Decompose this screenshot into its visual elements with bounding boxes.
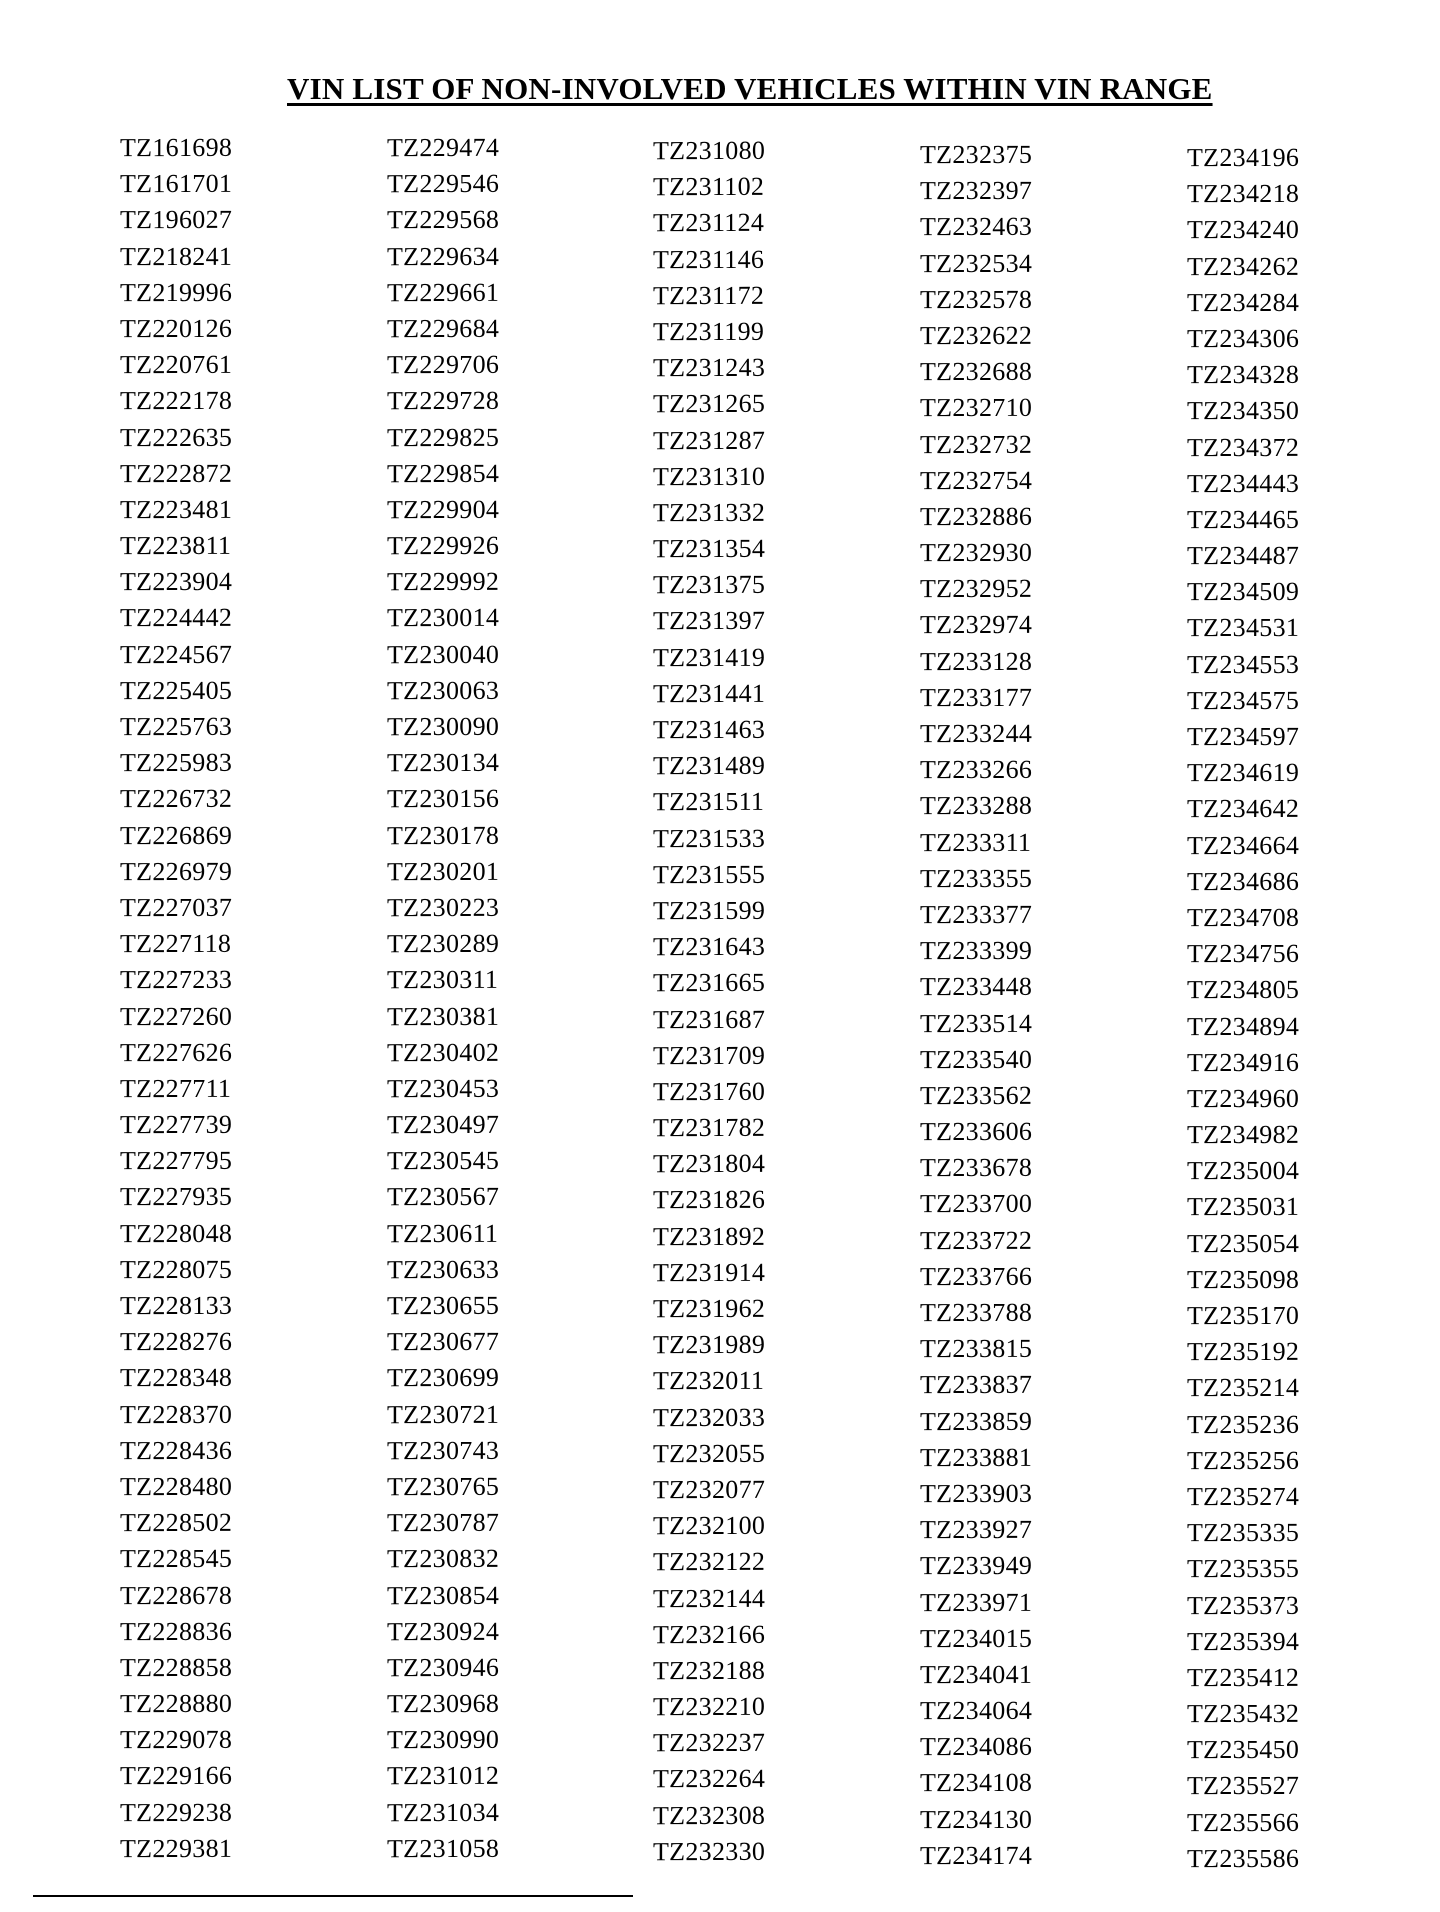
vin-entry: TZ234916 [1187,1047,1300,1077]
vin-entry: TZ231782 [653,1112,766,1143]
vin-entry: TZ232011 [653,1366,765,1396]
vin-entry: TZ228370 [120,1399,233,1429]
vin-entry: TZ234509 [1187,577,1300,607]
vin-entry: TZ234642 [1187,794,1300,824]
vin-entry: TZ228348 [120,1363,233,1393]
vin-entry: TZ231310 [653,461,766,491]
vin-entry: TZ232055 [653,1438,766,1468]
vin-entry: TZ234756 [1187,939,1300,969]
vin-entry: TZ235054 [1187,1228,1300,1258]
vin-entry: TZ232534 [920,248,1033,278]
vin-entry: TZ232930 [920,537,1033,568]
vin-entry: TZ229661 [387,277,500,307]
vin-entry: TZ234218 [1187,179,1300,209]
vin-entry: TZ231463 [653,714,766,745]
vin-entry: TZ231599 [653,895,766,926]
vin-entry: TZ231375 [653,570,766,600]
vin-entry: TZ232166 [653,1619,766,1649]
vin-entry: TZ232578 [920,284,1033,314]
vin-entry: TZ232122 [653,1547,766,1577]
vin-entry: TZ232710 [920,393,1033,423]
vin-entry: TZ233837 [920,1370,1033,1400]
vin-entry: TZ226732 [120,784,233,814]
vin-entry: TZ231058 [387,1833,500,1864]
vin-entry: TZ234686 [1187,866,1300,896]
vin-entry: TZ228436 [120,1435,233,1465]
vin-entry: TZ234982 [1187,1119,1300,1150]
vin-entry: TZ229078 [120,1725,233,1755]
vin-entry: TZ222872 [120,458,233,488]
vin-entry: TZ233128 [920,646,1033,676]
vin-entry: TZ227037 [120,892,233,923]
vin-entry: TZ229381 [120,1833,233,1863]
vin-column-5 [1187,140,1299,1877]
vin-entry: TZ230156 [387,784,500,814]
vin-entry: TZ234894 [1187,1011,1300,1041]
vin-entry: TZ231332 [653,497,766,528]
vin-entry: TZ235031 [1187,1192,1300,1222]
vin-entry: TZ232463 [920,212,1033,242]
vin-entry: TZ232330 [653,1836,766,1867]
vin-entry: TZ230721 [387,1399,500,1429]
vin-entry: TZ231826 [653,1185,766,1215]
vin-entry: TZ228836 [120,1616,233,1646]
vin-entry: TZ223481 [120,494,233,525]
vin-entry: TZ233288 [920,791,1033,821]
vin-entry: TZ229238 [120,1797,233,1827]
vin-entry: TZ196027 [120,205,233,235]
vin-entry: TZ231804 [653,1149,766,1179]
vin-entry: TZ234372 [1187,432,1300,462]
vin-entry: TZ230968 [387,1688,500,1719]
vin-entry: TZ231287 [653,425,766,455]
vin-entry: TZ233311 [920,827,1032,857]
vin-entry: TZ229728 [387,386,500,416]
vin-entry: TZ234041 [920,1659,1033,1690]
vin-entry: TZ234531 [1187,613,1300,643]
vin-entry: TZ232308 [653,1800,766,1830]
vin-entry: TZ233399 [920,935,1033,966]
vin-entry: TZ230402 [387,1037,500,1067]
vin-entry: TZ229904 [387,494,500,525]
vin-entry: TZ235394 [1187,1626,1300,1656]
vin-entry: TZ230787 [387,1507,500,1538]
vin-entry: TZ232237 [653,1728,766,1758]
vin-entry: TZ234960 [1187,1083,1300,1113]
vin-entry: TZ232077 [653,1474,766,1505]
vin-entry: TZ228502 [120,1507,233,1538]
vin-entry: TZ230946 [387,1652,500,1683]
vin-entry: TZ231146 [653,244,765,274]
vin-entry: TZ232033 [653,1402,766,1432]
vin-entry: TZ231102 [653,171,765,202]
vin-entry: TZ230611 [387,1218,499,1248]
vin-entry: TZ230924 [387,1616,500,1646]
vin-entry: TZ235432 [1187,1698,1300,1729]
vin-entry: TZ230090 [387,711,500,742]
vin-entry: TZ233678 [920,1153,1033,1183]
vin-entry: TZ234805 [1187,975,1300,1005]
vin-entry: TZ232188 [653,1655,766,1686]
vin-entry: TZ234086 [920,1732,1033,1762]
vin-entry: TZ235192 [1187,1337,1300,1367]
vin-entry: TZ235236 [1187,1409,1300,1439]
vin-entry: TZ234575 [1187,685,1300,715]
vin-entry: TZ227626 [120,1037,233,1067]
vin-entry: TZ230381 [387,1001,500,1031]
vin-entry: TZ231441 [653,678,766,709]
vin-entry: TZ220761 [120,349,233,380]
vin-entry: TZ226979 [120,856,233,886]
vin-entry: TZ228678 [120,1580,233,1610]
vin-entry: TZ234306 [1187,323,1300,354]
vin-entry: TZ231962 [653,1293,766,1324]
vin-entry: TZ232974 [920,610,1033,640]
vin-entry: TZ233815 [920,1334,1033,1364]
vin-column-2 [387,130,499,1867]
vin-entry: TZ227795 [120,1146,233,1176]
vin-entry: TZ231419 [653,642,766,672]
vin-entry: TZ218241 [120,241,233,271]
vin-entry: TZ231914 [653,1257,766,1288]
vin-entry: TZ231665 [653,968,766,998]
vin-entry: TZ231243 [653,352,766,383]
vin-entry: TZ225763 [120,711,233,742]
vin-entry: TZ231199 [653,316,765,347]
vin-entry: TZ230655 [387,1290,500,1321]
vin-entry: TZ229568 [387,205,500,235]
vin-entry: TZ234240 [1187,215,1300,245]
vin-entry: TZ231687 [653,1004,766,1034]
vin-entry: TZ231555 [653,859,766,889]
vin-entry: TZ230223 [387,892,500,923]
vin-entry: TZ229546 [387,168,500,199]
vin-entry: TZ233606 [920,1116,1033,1147]
vin-entry: TZ234619 [1187,758,1300,788]
vin-entry: TZ234487 [1187,540,1300,571]
vin-entry: TZ230497 [387,1109,500,1140]
vin-entry: TZ235170 [1187,1300,1300,1331]
vin-entry: TZ230854 [387,1580,500,1610]
vin-entry: TZ230311 [387,965,499,995]
vin-entry: TZ231124 [653,208,765,238]
vin-entry: TZ234015 [920,1623,1033,1653]
page-title: VIN LIST OF NON-INVOLVED VEHICLES WITHIN VIN RANGE [287,70,1213,106]
vin-entry: TZ229926 [387,530,500,561]
vin-entry: TZ228545 [120,1544,233,1574]
vin-entry: TZ230040 [387,639,500,669]
vin-entry: TZ233514 [920,1008,1033,1038]
vin-entry: TZ233562 [920,1080,1033,1111]
vin-entry: TZ231709 [653,1040,766,1070]
vin-entry: TZ231034 [387,1797,500,1827]
vin-entry: TZ233540 [920,1044,1033,1074]
vin-entry: TZ230633 [387,1254,500,1285]
vin-entry: TZ228048 [120,1218,233,1248]
vin-entry: TZ233722 [920,1225,1033,1255]
vin-entry: TZ231760 [653,1076,766,1107]
vin-entry: TZ233177 [920,682,1033,712]
vin-entry: TZ234328 [1187,360,1300,390]
vin-entry: TZ233927 [920,1514,1033,1545]
vin-entry: TZ234064 [920,1695,1033,1726]
vin-entry: TZ223811 [120,530,232,561]
vin-entry: TZ233448 [920,972,1033,1002]
vin-entry: TZ227233 [120,965,233,995]
vin-entry: TZ232264 [653,1764,766,1794]
vin-entry: TZ235450 [1187,1735,1300,1765]
vin-entry: TZ235586 [1187,1843,1300,1873]
vin-entry: TZ230699 [387,1363,500,1393]
vin-entry: TZ231265 [653,389,766,419]
vin-entry: TZ228480 [120,1471,233,1502]
vin-entry: TZ161701 [120,169,233,199]
vin-entry: TZ232100 [653,1510,766,1541]
vin-entry: TZ230765 [387,1471,500,1502]
vin-entry: TZ229634 [387,241,500,271]
vin-entry: TZ235355 [1187,1554,1300,1584]
vin-entry: TZ232688 [920,356,1033,387]
vin-entry: TZ233881 [920,1442,1033,1472]
vin-entry: TZ230677 [387,1326,500,1357]
vin-entry: TZ232622 [920,320,1033,351]
vin-entry: TZ232952 [920,574,1033,604]
vin-entry: TZ231012 [387,1761,500,1791]
vin-entry: TZ231533 [653,823,766,853]
vin-entry: TZ224442 [120,603,233,633]
vin-column-4 [920,137,1032,1874]
vin-entry: TZ235335 [1187,1518,1300,1548]
vin-entry: TZ235566 [1187,1807,1300,1837]
vin-entry: TZ230545 [387,1146,500,1176]
vin-entry: TZ233355 [920,863,1033,893]
vin-entry: TZ233788 [920,1297,1033,1328]
vin-entry: TZ234174 [920,1840,1033,1870]
vin-entry: TZ225983 [120,748,233,778]
vin-entry: TZ229166 [120,1761,233,1791]
vin-entry: TZ231172 [653,280,765,310]
vin-column-1 [120,130,232,1867]
vin-entry: TZ230743 [387,1435,500,1465]
vin-entry: TZ234664 [1187,830,1300,860]
vin-entry: TZ235373 [1187,1590,1300,1620]
vin-entry: TZ234597 [1187,721,1300,752]
vin-column-3 [653,133,765,1870]
vin-entry: TZ232397 [920,176,1033,206]
vin-entry: TZ230832 [387,1544,500,1574]
vin-entry: TZ228880 [120,1688,233,1719]
vin-entry: TZ231892 [653,1221,766,1251]
vin-entry: TZ235256 [1187,1445,1300,1475]
vin-entry: TZ228133 [120,1290,233,1321]
vin-entry: TZ233377 [920,899,1033,930]
vin-entry: TZ229854 [387,458,500,488]
vin-entry: TZ227118 [120,928,232,959]
vin-entry: TZ233859 [920,1406,1033,1436]
vin-entry: TZ235098 [1187,1264,1300,1294]
vin-entry: TZ234350 [1187,396,1300,426]
vin-entry: TZ230014 [387,603,500,633]
vin-entry: TZ234465 [1187,504,1300,534]
vin-entry: TZ230567 [387,1182,500,1212]
vin-entry: TZ233700 [920,1189,1033,1219]
vin-entry: TZ234108 [920,1768,1033,1798]
vin-entry: TZ235274 [1187,1481,1300,1512]
vin-entry: TZ234708 [1187,902,1300,933]
vin-entry: TZ223904 [120,567,233,597]
vin-entry: TZ228276 [120,1327,233,1357]
vin-entry: TZ234262 [1187,251,1300,281]
vin-entry: TZ228858 [120,1652,233,1683]
vin-entry: TZ229825 [387,422,500,452]
vin-entry: TZ233244 [920,718,1033,749]
vin-entry: TZ232732 [920,429,1033,459]
vin-entry: TZ231354 [653,533,766,564]
vin-entry: TZ231489 [653,750,766,781]
vin-entry: TZ231397 [653,606,766,636]
vin-entry: TZ231511 [653,787,765,817]
vin-entry: TZ232886 [920,501,1033,532]
vin-entry: TZ232144 [653,1583,766,1613]
vin-entry: TZ161698 [120,132,233,163]
vin-entry: TZ233903 [920,1478,1033,1509]
vin-entry: TZ231989 [653,1329,766,1360]
vin-entry: TZ229992 [387,567,500,597]
vin-entry: TZ234553 [1187,649,1300,679]
vin-entry: TZ232375 [920,139,1033,170]
vin-entry: TZ235214 [1187,1373,1300,1403]
vin-entry: TZ230289 [387,928,500,959]
vin-entry: TZ234443 [1187,468,1300,498]
vin-entry: TZ234284 [1187,287,1300,317]
vin-entry: TZ230178 [387,820,500,850]
vin-entry: TZ227711 [120,1073,232,1104]
vin-entry: TZ235412 [1187,1662,1300,1692]
vin-entry: TZ233766 [920,1261,1033,1291]
vin-entry: TZ229684 [387,313,500,344]
vin-entry: TZ227739 [120,1109,233,1140]
vin-entry: TZ234130 [920,1804,1033,1834]
vin-entry: TZ229706 [387,349,500,380]
footer-divider [33,1895,633,1897]
vin-entry: TZ232210 [653,1691,766,1722]
vin-entry: TZ224567 [120,639,233,669]
vin-entry: TZ230453 [387,1073,500,1104]
vin-entry: TZ227935 [120,1182,233,1212]
vin-entry: TZ230063 [387,675,500,706]
vin-entry: TZ220126 [120,313,233,344]
vin-entry: TZ233949 [920,1551,1033,1581]
vin-entry: TZ225405 [120,675,233,705]
vin-entry: TZ222635 [120,422,233,452]
vin-entry: TZ226869 [120,820,233,850]
vin-entry: TZ233971 [920,1587,1033,1617]
vin-entry: TZ229474 [387,132,500,163]
vin-entry: TZ230201 [387,856,500,886]
vin-entry: TZ231643 [653,931,766,962]
vin-entry: TZ222178 [120,386,233,416]
vin-entry: TZ227260 [120,1001,233,1031]
vin-entry: TZ219996 [120,277,233,307]
vin-entry: TZ228075 [120,1254,233,1284]
vin-entry: TZ232754 [920,465,1033,495]
vin-entry: TZ234196 [1187,142,1300,173]
vin-entry: TZ235004 [1187,1156,1300,1186]
vin-entry: TZ230134 [387,747,500,778]
vin-entry: TZ235527 [1187,1771,1300,1801]
vin-entry: TZ233266 [920,755,1033,785]
vin-entry: TZ231080 [653,135,766,166]
vin-entry: TZ230990 [387,1725,500,1755]
